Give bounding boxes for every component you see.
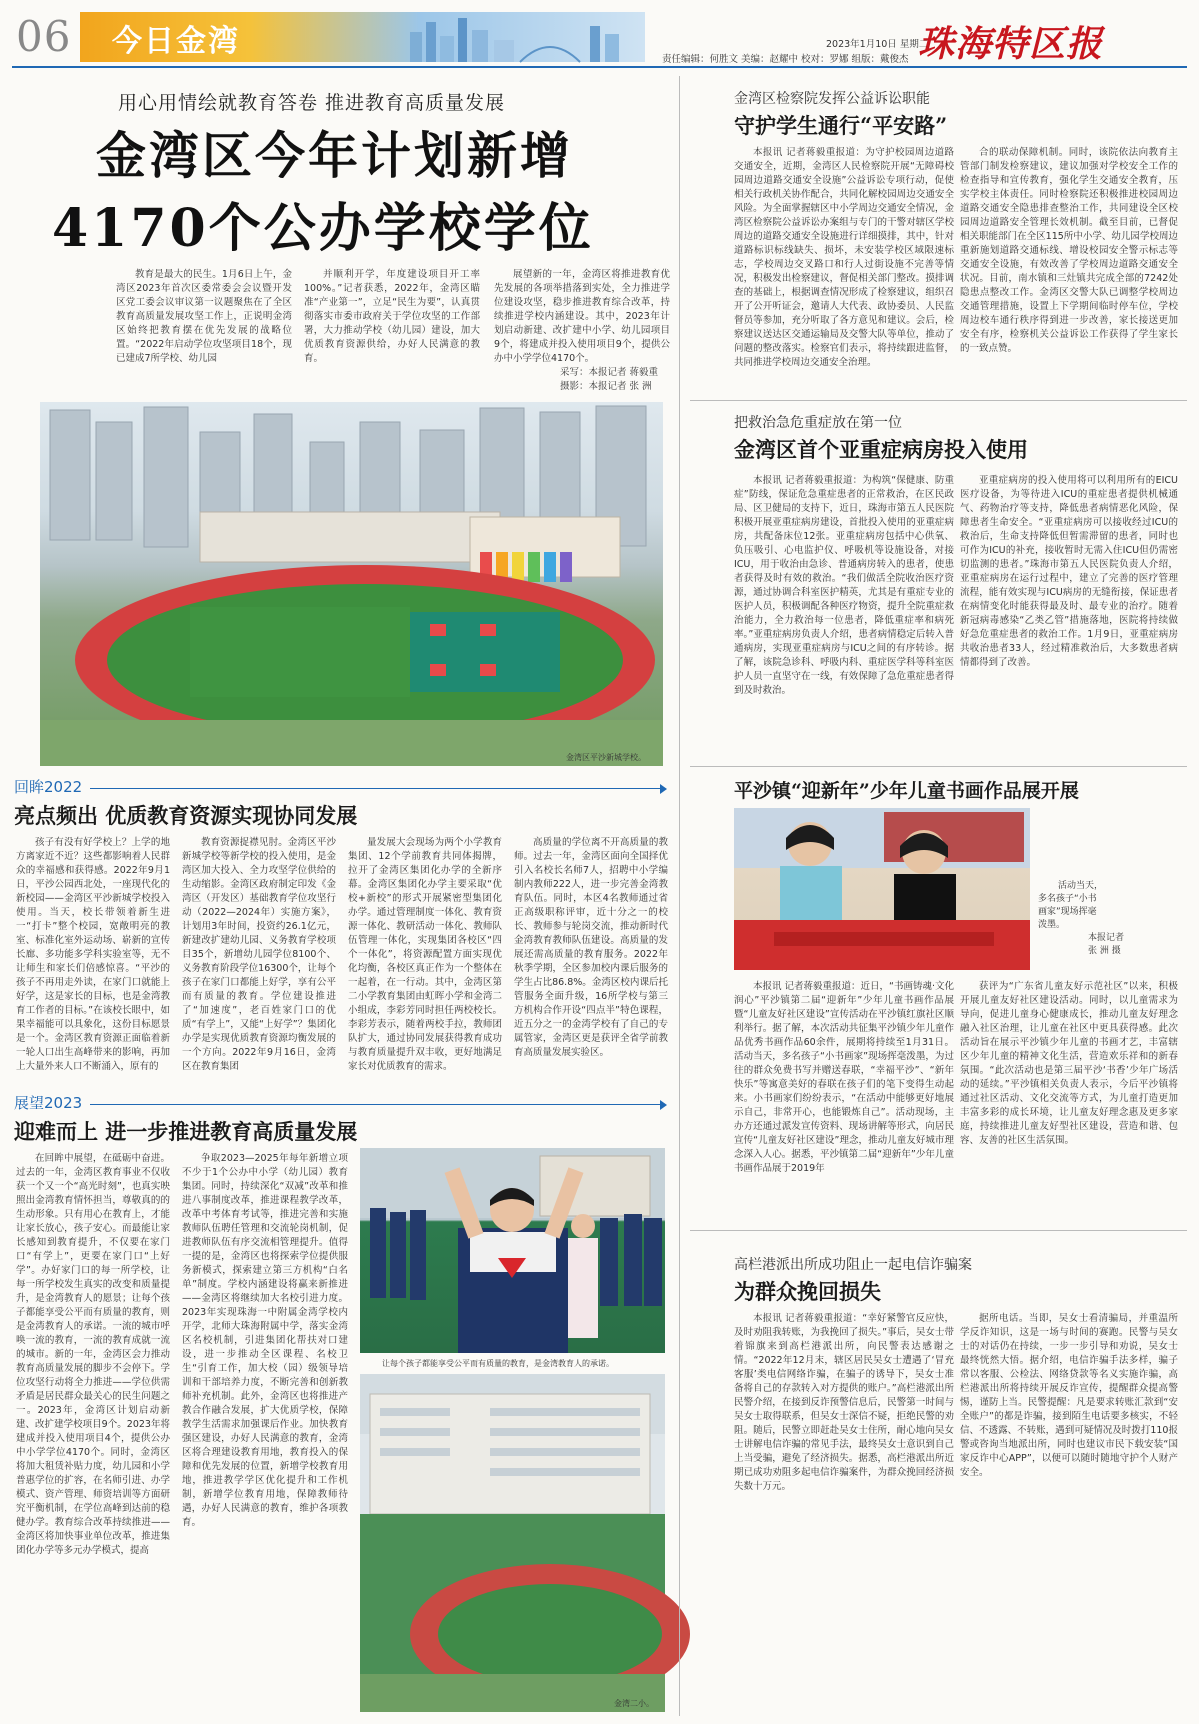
story4-col1-text: 本报讯 记者蒋毅重报道：“幸好紧警官反应快，及时劝阻我转账，为我挽回了损失。”事后，吴女士带着锦旗来到高栏港派出所，向民警表达感谢之情。“2022年12月末，辖区居民吴女士遭遇了‘冒充客服’类电信网络诈骗，在骗子的诱导下，吴女士准备将自己的存款转入对方提供的账户。”高栏港派出所民警介绍，在接到反诈预警信息后，民警第一时间与吴女士取得联系，但吴女士深信不疑，拒绝民警的劝阻。随后，民警立即赶赴吴女士住所，耐心地向吴女士讲解电信诈骗的常见手法，最终吴女士意识到自己上当受骗，避免了经济损失。据悉，高栏港派出所近期已成功劝阻多起电信诈骗案件，为群众挽回经济损失数十万元。 xyxy=(734,1313,954,1492)
story4-col2-text: 据所电话。当即，吴女士看清骗局，并重温所学反诈知识，这是一场与时间的赛跑。民警与吴女士的对话仍在持续，一步一步引导和劝说，吴女士最终恍然大悟。据介绍，电信诈骗手法多样，骗子常以客服、公检法、网络贷款等名义实施诈骗，高栏港派出所将持续开展反诈宣传，提醒群众提高警惕，谨防上当。民警提醒：凡是要求转账汇款到“安全账户”的都是诈骗，接到陌生电话要多核实，不轻信、不透露、不转账，遇到可疑情况及时拨打110报警或咨询当地派出所，同时也建议市民下载安装“国家反诈中心APP”，以便可以随时随地守护个人财产安全。 xyxy=(960,1313,1178,1478)
lead-headline-line2: 4170个公办学校学位 xyxy=(52,198,594,259)
review-col3-text: 量发展大会现场为两个小学教育集团、12个学前教育共同体揭牌，拉开了金湾区集团化办学的全新序幕。金湾区集团化办学主要采取“优校+新校”的形式开展紧密型集团化办学。通过管理制度一体化、教育资源一体化、教研活动一体化、教师队伍管理一体化，实现集团各校区“四个一体化”，将资源配置方面实现优化均衡，各校区真正作为一个整体在一起着，在一行动。其中，金湾区第二小学教育集团由虹晖小学和金湾二小组成，李彩芳同时担任两校校长。李彩芳表示，随着两校手拉，教师团队扩大，通过协同发展获得教育成功与教育质量提升双丰收，更好地满足家长对优质教育的需求。 xyxy=(348,837,502,1072)
lead-col2-text: 并顺利开学，年度建设项目开工率100%。”记者获悉，2022年，金湾区瞄准“产业第一”，立足“民生为要”，认真贯彻落实市委市政府关于学位攻坚的工作部署，大力推动学校（幼儿园）建设，加大优质教育资源供给，办好人民满意的教育。 xyxy=(304,269,480,364)
story1-col2-text: 合的联动保障机制。同时，该院依法向教育主管部门制发检察建议，建议加强对学校安全工作的检查指导和宣传教育，强化学生交通安全教育，压实学校主体责任。同时检察院还积极推进校园周边道路交通安全隐患排查整治工作，共同建设全区校园周边道路安全管理长效机制。截至目前，已督促相关职能部门在全区115所中小学、幼儿园学校周边重新施划道路交通标线、增设校园安全警示标志等交通安全设施，有效改善了学校周边道路交通安全状况。目前，南水镇和三灶镇共完成全部的7242处隐患点整改工作。金湾区交警大队已调整学校周边交通管理措施，设置上下学期间临时停车位，学校周边校车通行秩序得到进一步改善，家长接送更加安全有序，检察机关公益诉讼工作获得了学生家长的一致点赞。 xyxy=(960,147,1178,354)
outlook-section-label: 展望2023 xyxy=(14,1094,83,1112)
story2-col1-text: 本报讯 记者蒋毅重报道：为构筑“保健康、防重症”防线，保证危急重症患者的正常救治，在区民政局、区卫健局的支持下，近日，珠海市第五人民医院积极开展亚重症病房建设，首批投入使用的亚重症病房，共配备床位12张。亚重症病房包括中心供氧、负压吸引、心电监护仪、呼吸机等设施设备，对接ICU，用于收治由急诊、普通病房转入的患者，使患者获得及时有效的救治。“我们做活全院收治医疗资源，通过协调合科室医护精英，尤其是有重症专业的医护人员，积极调配各种医疗物资，提升全院重症救治能力，全力救治每一位患者，降低重症率和病死率。”亚重症病房负责人介绍，患者病情稳定后转入普通病房，实现亚重症病房与ICU之间的有序转诊。据了解，该院急诊科、呼吸内科、重症医学科等科室医护人员一直坚守在一线，有效保障了急危重症患者得到及时救治。 xyxy=(734,475,954,696)
newspaper-logo: 珠海特区报 xyxy=(918,23,1104,65)
story1-kicker: 金湾区检察院发挥公益诉讼职能 xyxy=(734,91,930,107)
lead-col1-text: 教育是最大的民生。1月6日上午，金湾区2023年首次区委常委会会议暨开发区党工委会议审议第一议题聚焦在了全区教育高质量发展攻坚工作上，正说明金湾区始终把教育摆在优先发展的战略位置。“2022年启动学位攻坚项目18个，现已建成7所学校、幼儿园 xyxy=(116,269,292,364)
lead-photo-caption: 金湾区平沙新城学校。 xyxy=(566,753,646,762)
caption-line2: 多名孩子“小书 xyxy=(1038,894,1097,904)
campus-drawing xyxy=(360,1374,665,1712)
story1-col1-text: 本报讯 记者蒋毅重报道：为守护校园周边道路交通安全，近期，金湾区人民检察院开展“无障碍校园周边道路交通安全设施”公益诉讼专项行动，促使相关行政机关协作配合，共同化解校园周边交通安全风险。为全面掌握辖区中小学周边交通安全情况，金湾区检察院公益诉讼办案组与专门的干警对辖区学校周边的道路交通安全设施进行详细摸排，其中，针对道路标识标线缺失、损坏，未安装学校区域限速标志，学校周边交叉路口和行人过街设施不完善等情况，积极发出检察建议，督促相关部门整改。摸排调查的基础上，根据调查情况形成了检察建议，组织召开了公开听证会，邀请人大代表、政协委员、人民监督员等参加，充分听取了各方意见和建议。会后，检察建议送达区交通运输局及交警大队等单位，推动了问题的整改落实。检察官们表示，将持续跟进监督，共同推进学校周边交通安全治理。 xyxy=(734,147,954,368)
issue-date: 2023年1月10日 星期二 xyxy=(826,39,929,50)
story2-kicker: 把救治急危重症放在第一位 xyxy=(734,415,902,431)
story3-headline: 平沙镇“迎新年”少年儿童书画作品展开展 xyxy=(734,780,1079,802)
students-drawing xyxy=(360,1148,665,1353)
story1-headline: 守护学生通行“平安路” xyxy=(734,113,948,138)
calligraphy-drawing xyxy=(734,808,1030,970)
outlook-col2-text: 争取2023—2025年每年新增立项不少于1个公办中小学（幼儿园）教育集团。同时，持续深化“双减”改革和推进八事制度改革，推进课程教学改革，改革中考体育考试等，推进完善和实施教师队伍聘任管理和交流轮岗机制，促进教师队伍有序交流相管理提升。值得一提的是，金湾区也将探索学位提供服务新模式，探索建立第三方机构“白名单”制度。学校内涵建设将赢来新推进——金湾区将继续加大名校引进力度。2023年实现珠海一中附属金湾学校内开学，北师大珠海附属中学，落实金湾区名校机制，引进集团化帮扶对口建设，进一步推动全区课程、名校卫生“引育工作，加大校（园）级领导培训和干部培养力度，不断完善和创新教师补充机制。此外，金湾区也将推进产教合作融合发展，扩大优质学校，保障教学生活需求加强课后作业。加快教育强区建设，办好人民满意的教育，金湾区将合理建设教育用地，教育投入的保障和优先发展的位置，新增学校教育用地，推进教学学区优化提升和工作机制，新增学位教育用地，保障教师待遇，办好人民满意的教育，维护各项教育。 xyxy=(182,1153,348,1528)
review-col1-text: 孩子有没有好学校上？上学的地方离家近不近？这些都影响着人民群众的幸福感和获得感。2022年9月1日，平沙公园西北处，一座现代化的新校园——金湾区平沙新城学校投入使用。当天，校长带领着新生进一“打卡”整个校园，宽敞明亮的教室、标准化室外运动场、崭新的宣传长廊、多功能多学科实验室等，无不让师生和家长们倍感惊喜。“平沙的孩子不再用走外读，在家门口就能上好学，这是家长的目标，也是金湾教育工作者的目标。”在该校长眼中，如果幸福能可以具象化，这份目标愿景是一个。金湾区教育资源正面临着新一轮人口出生高峰带来的影响，再加上大量外来人口不断涌入，原有的 xyxy=(16,837,170,1072)
column-divider xyxy=(679,76,680,1716)
review-section-label: 回眸2022 xyxy=(14,778,83,796)
review-rule-arrow xyxy=(660,784,667,794)
story3-col1-text: 本报讯 记者蒋毅重报道：近日，“书画铸魂·文化润心”平沙镇第二届“迎新年”少年儿童书画作品展暨“儿童友好社区建设”宣传活动在平沙镇红旗社区顺利举行。据了解，本次活动共征集平沙镇少年儿童作品优秀书画作品60余件，展期将持续至1月31日。活动当天，多名孩子“小书画家”现场挥毫泼墨，为过往的群众免费书写并赠送春联，“幸福平沙”、“新年快乐”等寓意美好的春联在孩子们的笔下变得生动起来。小书画家们纷纷表示，“在活动中能够更好地展示自己，非常开心，也能锻炼自己”。活动现场，主办方还通过派发宣传资料、现场讲解等形式，向居民宣传“儿童友好社区建设”理念，推动儿童友好城市理念深入人心。据悉，平沙镇第二届“迎新年”少年儿童书画作品展于2019年 xyxy=(734,981,954,1174)
outlook-photo1-caption: 让每个孩子都能享受公平而有质量的教育，是金湾教育人的承诺。 xyxy=(382,1359,614,1368)
review-body-col2 xyxy=(182,836,336,1072)
lead-photo-school-aerial xyxy=(40,402,663,766)
skyline-illustration xyxy=(400,12,645,62)
lead-body-col1 xyxy=(116,268,292,364)
story4-body-col1 xyxy=(734,1312,954,1716)
story1-body-col1 xyxy=(734,146,954,390)
story4-kicker: 高栏港派出所成功阻止一起电信诈骗案 xyxy=(734,1257,972,1273)
lead-col3-text: 展望新的一年，金湾区将推进教育优先发展的各项举措落到实处，全力推进学位建设攻坚，稳步推进教育综合改革，持续推进学校内涵建设。其中，2023年计划启动新建、改扩建中小学、幼儿园项目9个，将建成并投入使用项目9个，提供公办中小学学位4170个。 xyxy=(494,269,670,364)
review-body-col3 xyxy=(348,836,502,1072)
lead-byline-photo: 摄影：本报记者 张 洲 xyxy=(560,381,652,392)
review-col4-text: 高质量的学位离不开高质量的教师。过去一年，金湾区面向全国择优引入名校长名师7人，招聘中小学编制内教师222人，进一步完善金湾教育队伍。同时，本区4名教师通过省正高级职称评审，近十分之一的校长、教师参与轮岗交流，推动新时代金湾教育教师队伍建设。高质量的发展还需高质量的教育服务。2022年秋季学期，全区参加校内课后服务的学生占比86.8%。金湾区校内课后托管服务全面升级，16所学校与第三方机构合作开设“四点半”特色课程，近五分之一的金湾学校有了自己的专属管家，金湾区更是获评全省学前教育高质量发展实验区。 xyxy=(514,837,668,1058)
story3-col2-text: 获评为“广东省儿童友好示范社区”以来，积极开展儿童友好社区建设活动。同时，以儿童需求为导向，促进儿童身心健康成长，推动儿童友好理念融入社区治理，让儿童在社区中更具获得感。此次活动旨在展示平沙镇少年儿童的书画才艺，丰富辖区少年儿童的精神文化生活，营造欢乐祥和的新春氛围。“此次活动也是第三届平沙‘书香’少年广场活动的延续。”平沙镇相关负责人表示，今后平沙镇将通过社区活动、文化交流等方式，为儿童打造更加丰富多彩的成长环境，让儿童友好理念惠及更多家庭，持续推进儿童友好型社区建设，营造和谐、包容、友善的社区生活氛围。 xyxy=(960,981,1178,1146)
masthead-rule xyxy=(12,66,1187,68)
story2-headline: 金湾区首个亚重症病房投入使用 xyxy=(734,437,1028,462)
story2-body-col1 xyxy=(734,474,954,756)
story2-col2-text: 亚重症病房的投入使用将可以利用所有的EICU医疗设备，为等待进入ICU的重症患者提供机械通气、药物治疗等支持，降低患者病情恶化风险，保障患者生命安全。“亚重症病房可以接收经过ICU的救治后，生命支持降低但暂需滞留的患者，同时也可作为ICU的补充，接收暂时无需入住ICU但仍需密切监测的患者。”珠海市第五人民医院负责人介绍，亚重症病房在运行过程中，建立了完善的医疗管理流程，能有效实现与ICU病房的无缝衔接，保证患者在病情变化时能获得最及时、最专业的治疗。随着新冠病毒感染“乙类乙管”措施落地，医院将持续做好急危重症患者的救治工作。1月9日，亚重症病房共收治患者33人，经过精准救治后，大多数患者病情都得到了改善。 xyxy=(960,475,1178,668)
section-title: 今日金湾 xyxy=(112,24,240,59)
review-headline: 亮点频出 优质教育资源实现协同发展 xyxy=(14,803,358,828)
outlook-photo2-caption: 金湾二小。 xyxy=(614,1699,654,1708)
story2-divider xyxy=(690,766,1187,767)
outlook-body-col2 xyxy=(182,1152,348,1718)
story4-headline: 为群众挽回损失 xyxy=(734,1279,881,1304)
outlook-photo-students xyxy=(360,1148,665,1353)
story3-body-col2 xyxy=(960,980,1178,1220)
lead-body-col2 xyxy=(304,268,480,364)
page-number: 06 xyxy=(16,12,72,61)
story1-body-col2 xyxy=(960,146,1178,390)
story1-divider xyxy=(690,400,1187,401)
lead-kicker: 用心用情绘就教育答卷 推进教育高质量发展 xyxy=(118,92,506,114)
outlook-col1-text: 在回眸中展望，在砥砺中奋进。过去的一年，金湾区教育事业不仅收获一个又一个“高光时刻”，也真实映照出金湾教育情怀担当，尊敬真的的生动形象。只有用心在教育上，才能让家长放心，孩子安心。而最能让家长感知到教育提升，不仅要在家门口“有学上”，更要在家门口“上好学”。办好家门口的每一所学校，让每一所学校发生真实的改变和质量提升，是金湾教育人的愿景；让每个孩子都能享受公平而有质量的教育，则是金湾教育人的承诺。一流的城市呼唤一流的教育，一流的教育成就一流的城市。新的一年，金湾区会力推动教育高质量发展的脚步不会停下。学位攻坚行动将全力推进——学位供需矛盾是居民群众最关心的民生问题之一。2023年，金湾区计划启动新建、改扩建学校项目9个。2023年将建成并投入使用项目4个，提供公办中小学学位4170个。同时，金湾区将加大租赁补贴力度，幼儿园和小学普惠学位的扩容，在名师引进、办学模式、资产管理、师资培训等方面研究平衡机制，在学位高峰到达前的稳健办学。教育综合改革持续推进——金湾区将加快事业单位改革，推进集团化办学等多元办学模式，提高 xyxy=(16,1153,170,1556)
caption-line5: 本报记者 xyxy=(1088,933,1125,943)
story3-body-col1 xyxy=(734,980,954,1220)
outlook-body-col1 xyxy=(16,1152,170,1718)
story3-photo-caption xyxy=(1038,880,1178,958)
review-label-rule xyxy=(90,788,663,789)
lead-body-col3 xyxy=(494,268,670,364)
caption-line4: 泼墨。 xyxy=(1038,920,1066,930)
caption-line1: 活动当天， xyxy=(1058,881,1104,891)
review-body-col4 xyxy=(514,836,668,1066)
review-col2-text: 教育资源捉襟见肘。金湾区平沙新城学校等新学校的投入使用，是金湾区加大投入、全力攻坚学位供给的生动缩影。金湾区政府制定印发《金湾区（开发区）基础教育学位攻坚行动（2022—2024年）实施方案》，计划用3年时间，投资约26.1亿元，新建改扩建幼儿园、义务教育学校项目35个，新增幼儿园学位8100个、义务教育阶段学位16300个，让每个孩子在家门口都能上好学，享有公平而有质量的教育。学位建设推进了“加速度”，老百姓家门口的优质“有学上”，又能“上好学”？集团化办学是实现优质教育资源均衡发展的一个方向。2022年9月16日，金湾区在教育集团 xyxy=(182,837,336,1072)
editor-credits: 责任编辑：何胜文 美编：赵耀中 校对：罗娜 组版：戴俊杰 xyxy=(662,54,909,65)
story2-body-col2 xyxy=(960,474,1178,756)
lead-headline-line1: 金湾区今年计划新增 xyxy=(96,126,573,185)
story3-divider xyxy=(690,1230,1187,1231)
caption-line6: 张 洲 摄 xyxy=(1088,946,1121,956)
outlook-label-rule xyxy=(90,1104,663,1105)
review-body-col1 xyxy=(16,836,170,1072)
story3-photo-calligraphy xyxy=(734,808,1030,970)
lead-byline-writer: 采写：本报记者 蒋毅重 xyxy=(560,367,659,378)
story4-body-col2 xyxy=(960,1312,1178,1716)
outlook-rule-arrow xyxy=(660,1100,667,1110)
outlook-photo-campus xyxy=(360,1374,665,1712)
school-aerial-drawing xyxy=(40,402,663,766)
caption-line3: 画家”现场挥毫 xyxy=(1038,907,1097,917)
outlook-headline: 迎难而上 进一步推进教育高质量发展 xyxy=(14,1119,358,1144)
masthead xyxy=(0,0,1199,68)
